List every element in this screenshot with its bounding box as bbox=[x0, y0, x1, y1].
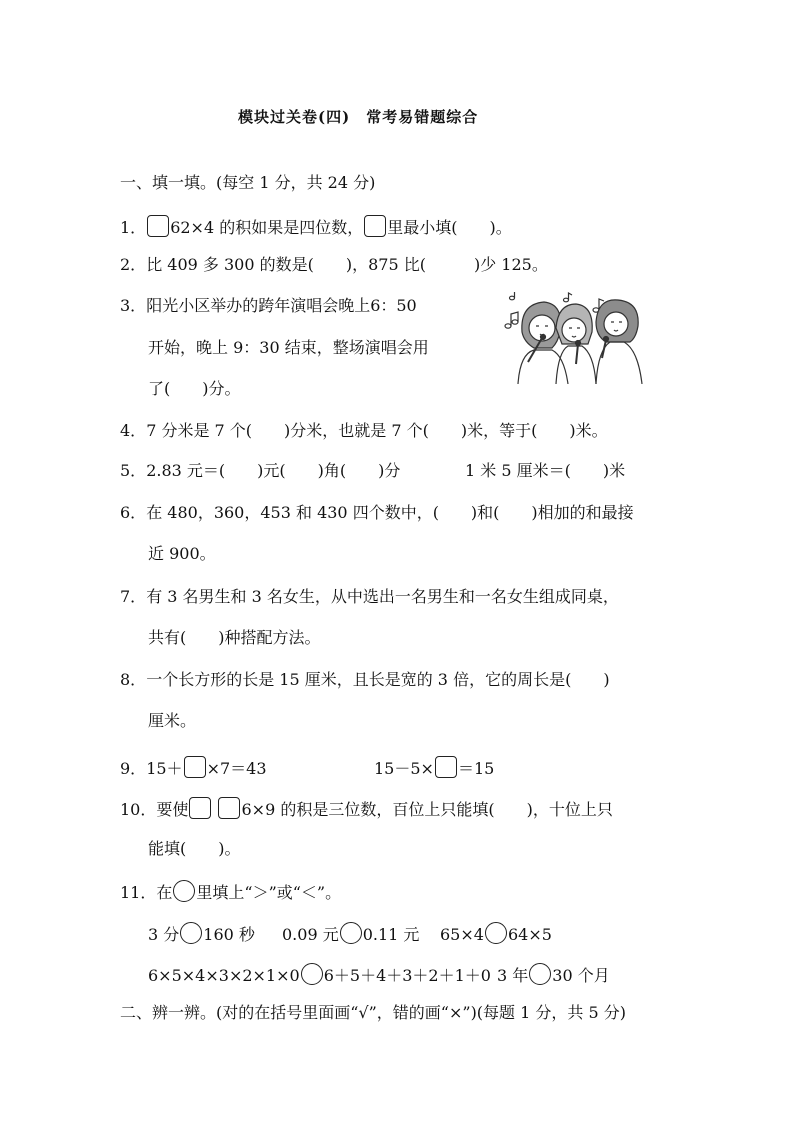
comparison-item bbox=[440, 922, 552, 946]
question-text: 7 分米是 7 个( )分米，也就是 7 个( )米，等于( )米。 bbox=[146, 421, 608, 440]
comparison-item bbox=[148, 922, 255, 946]
answer-circle[interactable] bbox=[173, 880, 195, 902]
comparison-item bbox=[148, 963, 491, 987]
question-11 bbox=[120, 880, 341, 904]
question-number: 9． bbox=[120, 759, 147, 778]
question-number: 2． bbox=[120, 255, 147, 274]
comparison-item bbox=[282, 922, 419, 946]
comparison-left: 3 年 bbox=[497, 966, 529, 985]
question-10-line-2: 能填( )。 bbox=[148, 839, 241, 858]
question-number: 1． bbox=[120, 218, 147, 237]
answer-circle[interactable] bbox=[485, 922, 507, 944]
question-text: 有 3 名男生和 3 名女生，从中选出一名男生和一名女生组成同桌， bbox=[146, 587, 619, 606]
question-text: ＝15 bbox=[457, 759, 495, 778]
question-text: 2.83 元＝( )元( )角( )分 bbox=[146, 461, 401, 480]
question-10 bbox=[120, 797, 613, 821]
question-number: 5． bbox=[120, 461, 147, 480]
comparison-right: 160 秒 bbox=[203, 925, 255, 944]
comparison-left: 3 分 bbox=[148, 925, 180, 944]
question-9-part-b bbox=[374, 756, 494, 780]
question-8-line-2: 厘米。 bbox=[148, 711, 197, 730]
question-4 bbox=[120, 420, 608, 442]
question-number: 11． bbox=[120, 883, 157, 902]
question-number: 6． bbox=[120, 503, 147, 522]
question-9 bbox=[120, 756, 267, 780]
answer-circle[interactable] bbox=[340, 922, 362, 944]
question-5 bbox=[120, 460, 400, 482]
question-number: 4． bbox=[120, 421, 147, 440]
question-text: 6×9 的积是三位数，百位上只能填( )，十位上只 bbox=[241, 800, 613, 819]
section-1-header: 一、填一填。(每空 1 分，共 24 分) bbox=[120, 173, 376, 192]
music-note-icon bbox=[505, 312, 518, 328]
question-text: 在 bbox=[156, 883, 173, 902]
comparison-item bbox=[497, 963, 610, 987]
question-number: 10． bbox=[120, 800, 157, 819]
question-1 bbox=[120, 215, 512, 239]
question-text: 在 480，360，453 和 430 四个数中，( )和( )相加的和最接 bbox=[146, 503, 634, 522]
comparison-left: 6×5×4×3×2×1×0 bbox=[148, 966, 300, 985]
answer-box[interactable] bbox=[147, 215, 169, 237]
answer-box[interactable] bbox=[184, 756, 206, 778]
answer-box[interactable] bbox=[364, 215, 386, 237]
question-number: 7． bbox=[120, 587, 147, 606]
answer-circle[interactable] bbox=[180, 922, 202, 944]
question-text: 里填上“＞”或“＜”。 bbox=[196, 883, 342, 902]
question-8 bbox=[120, 669, 610, 691]
three-singers-illustration bbox=[498, 292, 644, 384]
section-2-header: 二、辨一辨。(对的在括号里面画“√”，错的画“×”)(每题 1 分，共 5 分) bbox=[120, 1003, 626, 1022]
answer-box[interactable] bbox=[435, 756, 457, 778]
question-text: 阳光小区举办的跨年演唱会晚上6：50 bbox=[146, 296, 417, 315]
music-note-icon bbox=[510, 292, 515, 300]
question-text: 15－5× bbox=[374, 759, 434, 778]
question-2 bbox=[120, 254, 548, 276]
question-text: 要使 bbox=[156, 800, 189, 819]
question-number: 8． bbox=[120, 670, 147, 689]
question-text: 里最小填( )。 bbox=[387, 218, 512, 237]
comparison-right: 64×5 bbox=[507, 925, 552, 944]
question-3 bbox=[120, 295, 417, 317]
question-text: ×7＝43 bbox=[206, 759, 267, 778]
page-title: 模块过关卷(四) 常考易错题综合 bbox=[238, 108, 479, 126]
question-6-line-2: 近 900。 bbox=[148, 544, 216, 563]
comparison-left: 65×4 bbox=[440, 925, 484, 944]
question-text: 15＋ bbox=[146, 759, 183, 778]
question-number: 3． bbox=[120, 296, 147, 315]
comparison-right: 30 个月 bbox=[552, 966, 610, 985]
question-text: 62×4 的积如果是四位数， bbox=[170, 218, 364, 237]
question-6 bbox=[120, 502, 634, 524]
comparison-left: 0.09 元 bbox=[282, 925, 339, 944]
question-3-line-2: 开始，晚上 9：30 结束，整场演唱会用 bbox=[148, 338, 429, 357]
question-text: 比 409 多 300 的数是( )，875 比( )少 125。 bbox=[146, 255, 548, 274]
answer-box[interactable] bbox=[218, 797, 240, 819]
question-text: 一个长方形的长是 15 厘米，且长是宽的 3 倍，它的周长是( ) bbox=[146, 670, 610, 689]
answer-circle[interactable] bbox=[301, 963, 323, 985]
question-5-part-b: 1 米 5 厘米＝( )米 bbox=[465, 461, 626, 480]
question-3-line-3: 了( )分。 bbox=[148, 379, 241, 398]
comparison-right: 6＋5＋4＋3＋2＋1＋0 bbox=[323, 966, 491, 985]
answer-box[interactable] bbox=[189, 797, 211, 819]
answer-circle[interactable] bbox=[529, 963, 551, 985]
question-7-line-2: 共有( )种搭配方法。 bbox=[148, 628, 321, 647]
music-note-icon bbox=[564, 293, 573, 302]
comparison-right: 0.11 元 bbox=[362, 925, 420, 944]
question-7 bbox=[120, 586, 619, 608]
